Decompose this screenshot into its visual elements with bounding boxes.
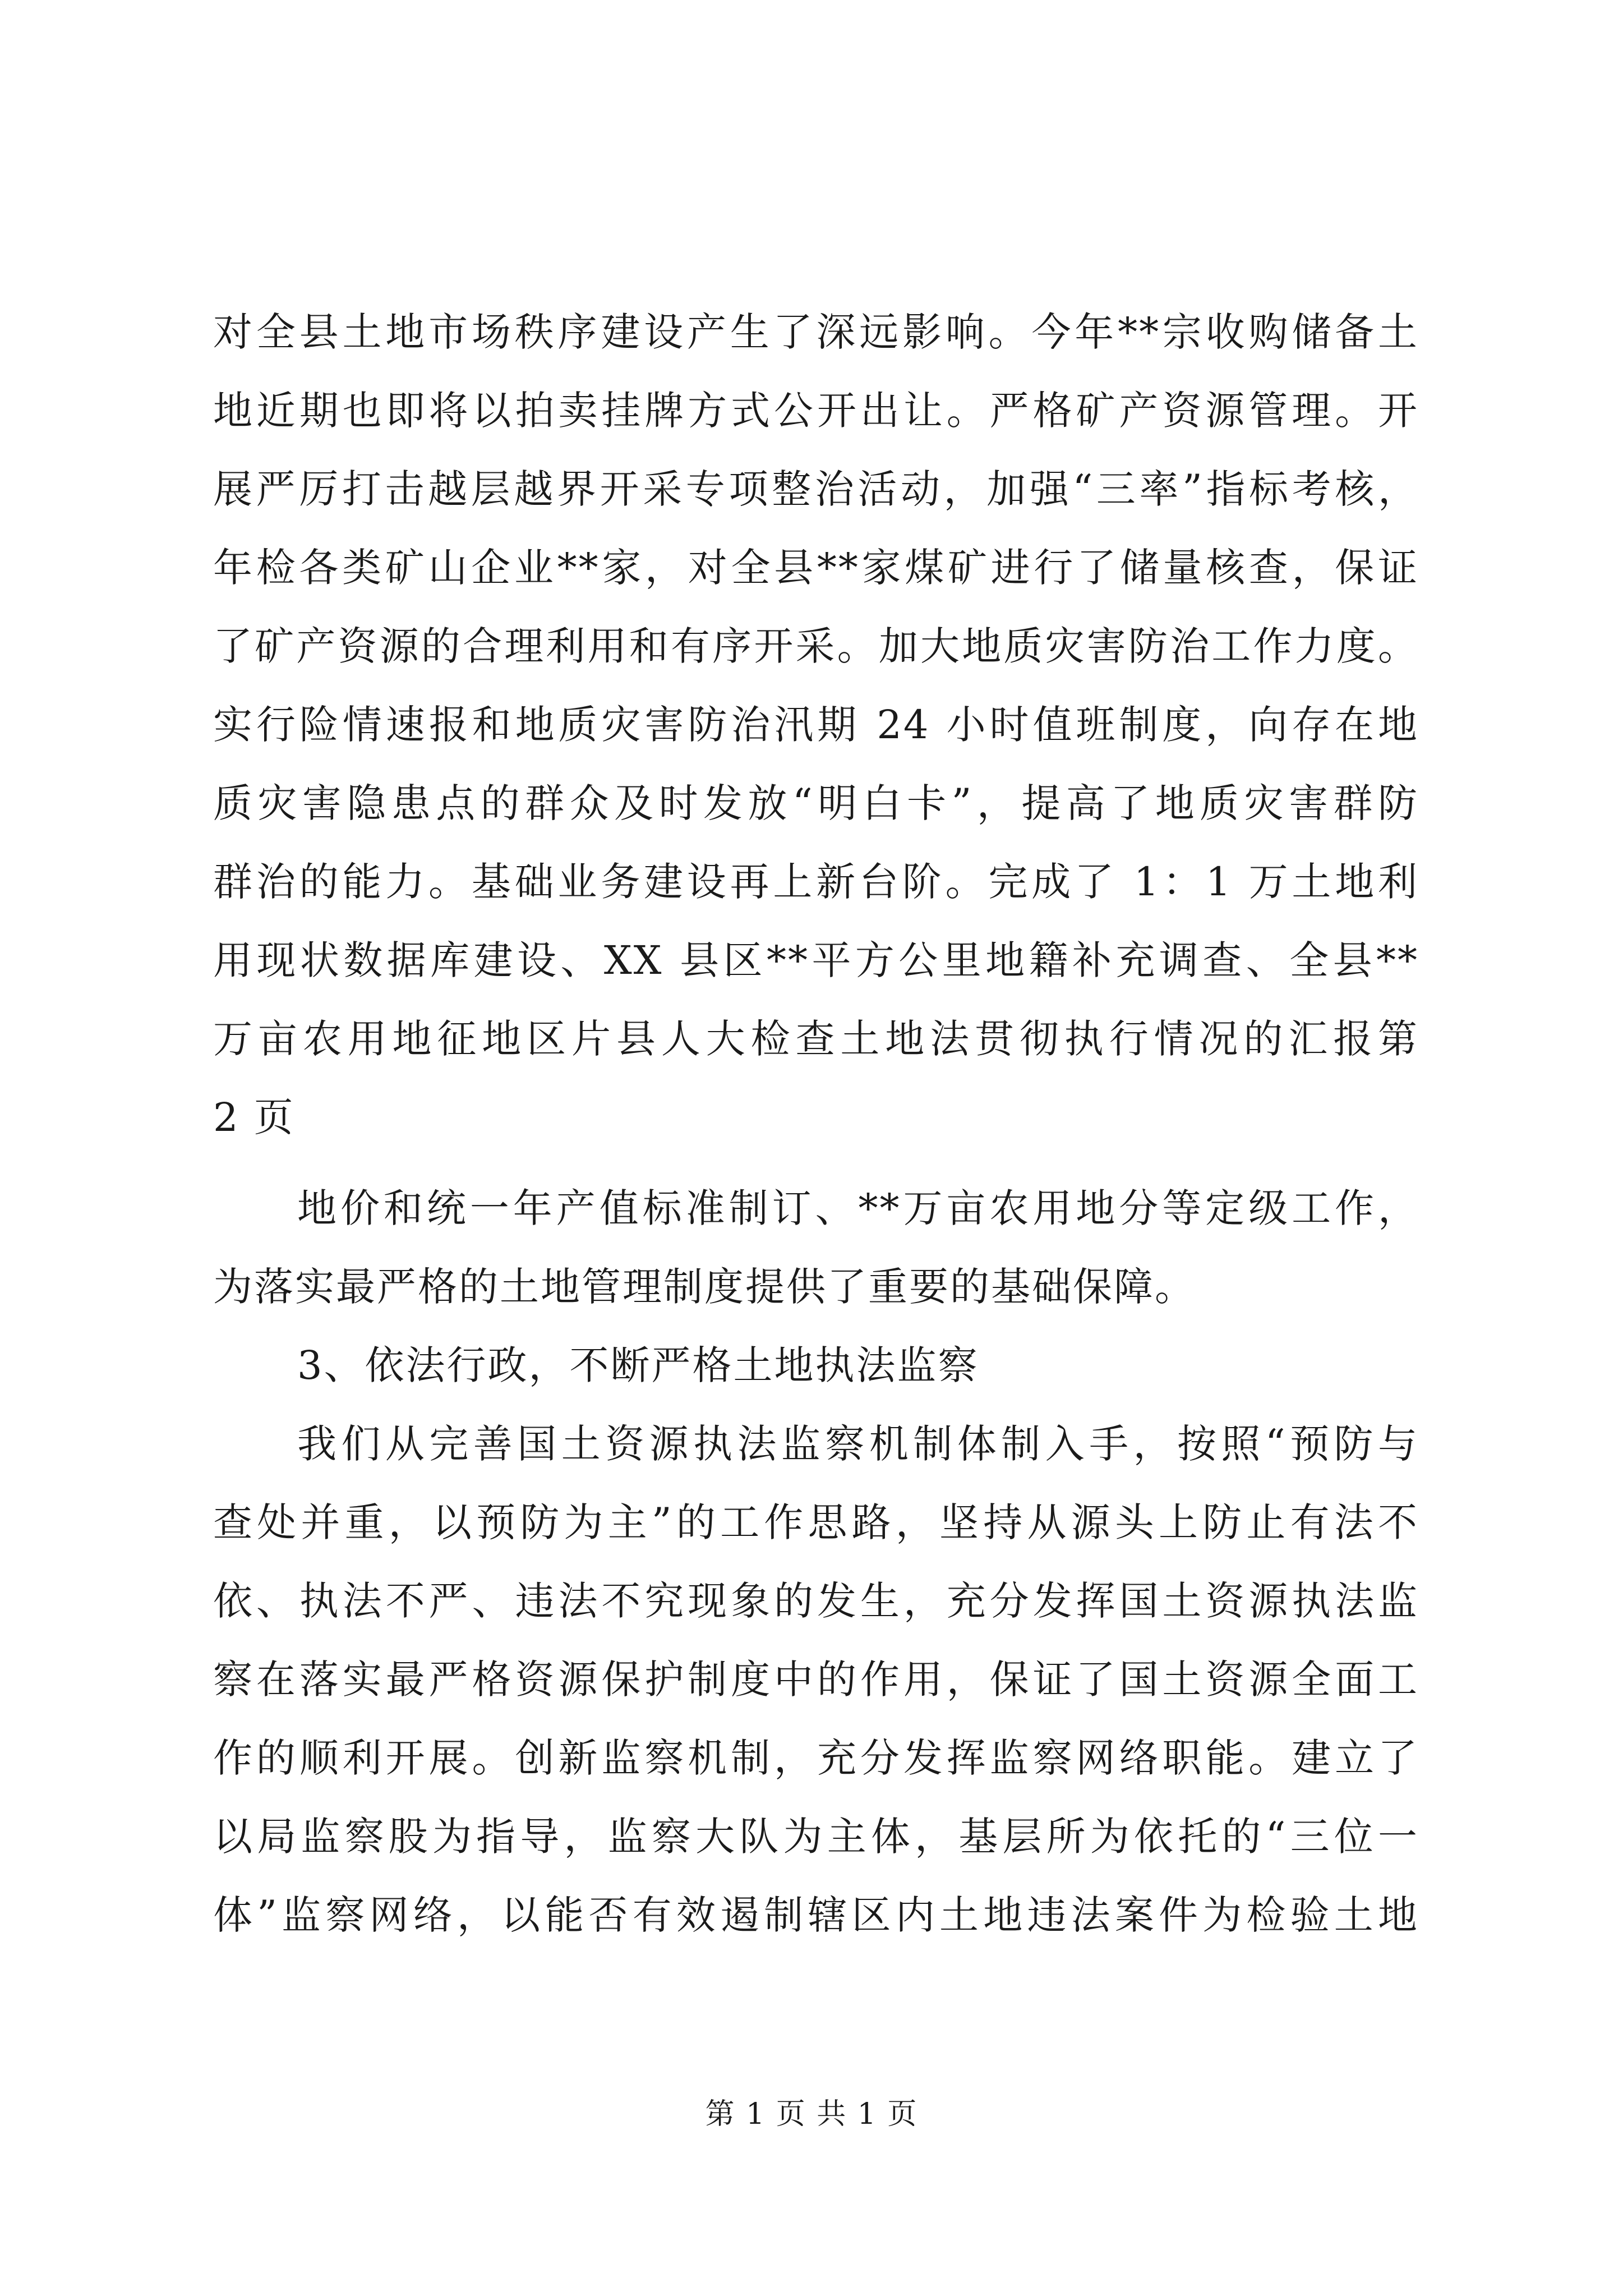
text-line: 察在落实最严格资源保护制度中的作用，保证了国土资源全面工 [213, 1657, 1419, 1703]
text-line: 了矿产资源的合理利用和有序开采。加大地质灾害防治工作力度。 [213, 623, 1419, 669]
text-line: 为落实最严格的土地管理制度提供了重要的基础保障。 [213, 1264, 1196, 1310]
text-line: 对全县土地市场秩序建设产生了深远影响。今年**宗收购储备土 [213, 309, 1419, 355]
text-line: 质灾害隐患点的群众及时发放“明白卡”，提高了地质灾害群防 [213, 780, 1419, 826]
text-line: 地近期也即将以拍卖挂牌方式公开出让。严格矿产资源管理。开 [213, 388, 1419, 434]
document-body [213, 293, 1419, 1954]
text-line: 以局监察股为指导，监察大队为主体，基层所为依托的“三位一 [213, 1814, 1419, 1860]
text-line: 年检各类矿山企业**家，对全县**家煤矿进行了储量核查，保证 [213, 545, 1419, 591]
text-line: 群治的能力。基础业务建设再上新台阶。完成了 1：1 万土地利 [213, 859, 1419, 905]
text-line: 依、执法不严、违法不究现象的发生，充分发挥国土资源执法监 [213, 1578, 1419, 1624]
text-line: 2 页 [213, 1094, 295, 1140]
text-line: 用现状数据库建设、XX 县区**平方公里地籍补充调查、全县** [213, 937, 1419, 983]
paragraph-first-line: 我们从完善国土资源执法监察机制体制入手，按照“预防与 [297, 1421, 1419, 1467]
text-line: 作的顺利开展。创新监察机制，充分发挥监察网络职能。建立了 [213, 1735, 1419, 1781]
section-heading: 3、依法行政，不断严格土地执法监察 [297, 1342, 979, 1388]
text-line: 万亩农用地征地区片县人大检查土地法贯彻执行情况的汇报第 [213, 1016, 1419, 1062]
text-line: 查处并重，以预防为主”的工作思路，坚持从源头上防止有法不 [213, 1499, 1419, 1545]
text-line: 实行险情速报和地质灾害防治汛期 24 小时值班制度，向存在地 [213, 702, 1419, 748]
text-line: 体”监察网络，以能否有效遏制辖区内土地违法案件为检验土地 [213, 1892, 1419, 1938]
page-footer: 第 1 页 共 1 页 [705, 2097, 918, 2131]
text-line: 展严厉打击越层越界开采专项整治活动，加强“三率”指标考核， [213, 466, 1419, 512]
paragraph-first-line: 地价和统一年产值标准制订、**万亩农用地分等定级工作， [297, 1185, 1419, 1231]
